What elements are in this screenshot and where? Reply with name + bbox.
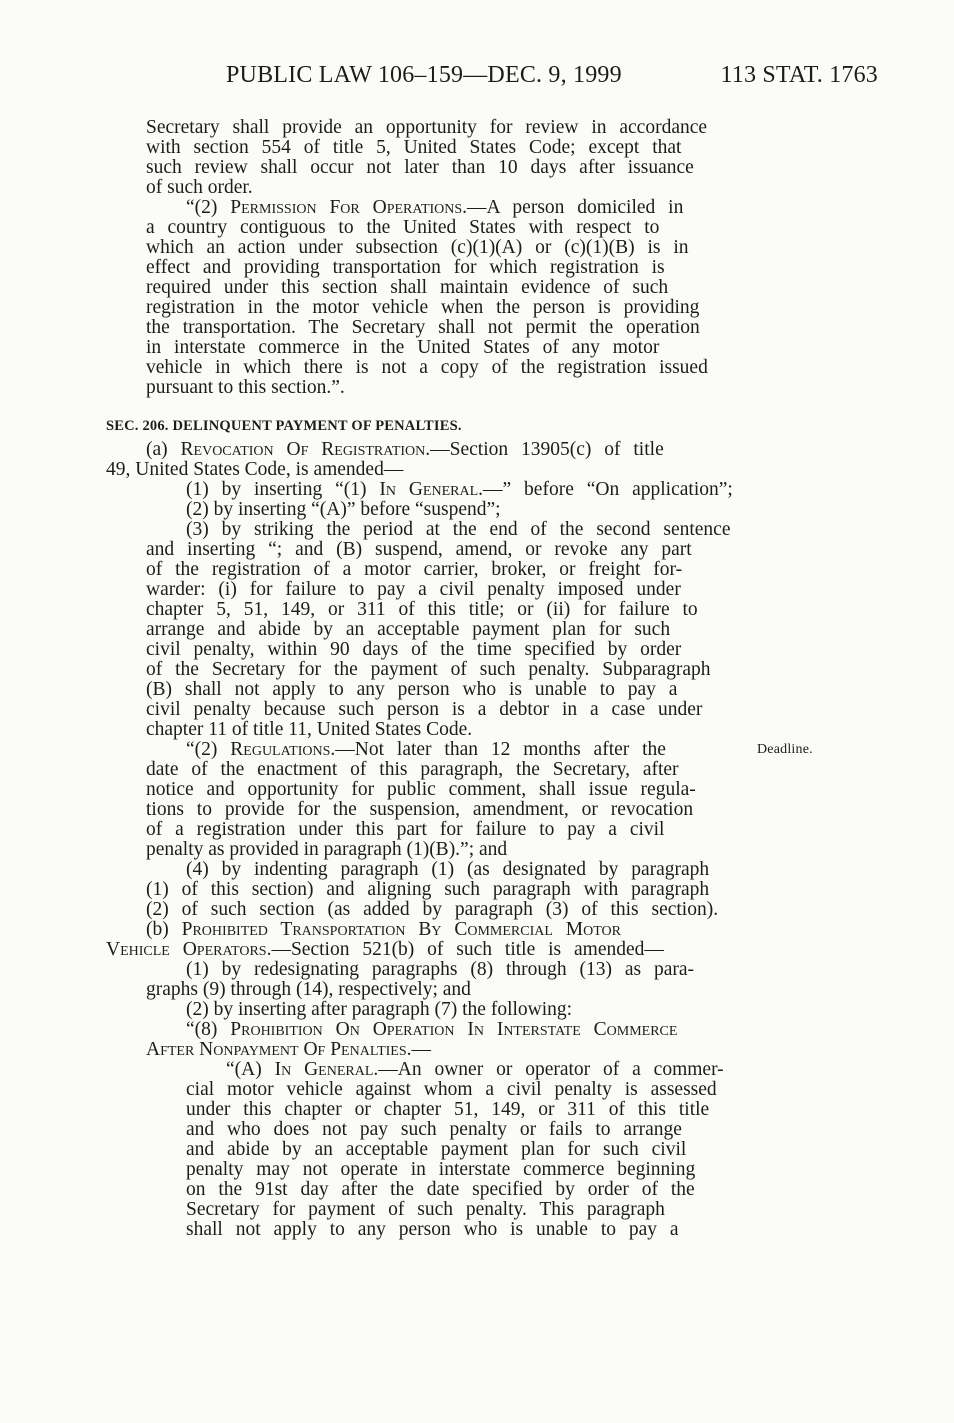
text-line: tions to provide for the suspension, amendment, or revocation [146,799,694,820]
text-line: required under this section shall maintain evidence of such [146,277,669,298]
text-line: Secretary shall provide an opportunity for review in accordance [146,117,708,138]
text-line: in interstate commerce in the United States of any motor [146,337,660,358]
text-line: (3) by striking the period at the end of the second sentence [186,519,731,540]
text-line: pursuant to this section.”. [146,377,345,398]
text-line: (2) of such section (as added by paragraph (3) of this section). [146,899,719,920]
text-line: civil penalty, within 90 days of the time specified by order [146,639,682,660]
text-line: and who does not pay such penalty or fails to arrange [186,1119,682,1140]
text-line: (B) shall not apply to any person who is unable to pay a [146,679,678,700]
text-line: Vehicle Operators.—Section 521(b) of such title is amended— [106,939,664,960]
text-line: arrange and abide by an acceptable payment plan for such [146,619,671,640]
text-line: “(8) Prohibition On Operation In Interstate Commerce [186,1019,678,1040]
running-header-title: PUBLIC LAW 106–159—DEC. 9, 1999 [226,62,622,88]
text-line: warder: (i) for failure to pay a civil penalty imposed under [146,579,681,600]
text-line: on the 91st day after the date specified by order of the [186,1179,695,1200]
text-line: (1) by redesignating paragraphs (8) through (13) as para- [186,959,695,980]
text-line: such review shall occur not later than 10 days after issuance [146,157,694,178]
text-line: and abide by an acceptable payment plan for such civil [186,1139,687,1160]
text-line: “(2) Permission For Operations.—A person domiciled in [186,197,684,218]
text-line: of such order. [146,177,253,198]
text-line: of a registration under this part for failure to pay a civil [146,819,665,840]
text-line: (a) Revocation Of Registration.—Section 13905(c) of title [146,439,664,460]
text-line: Secretary for payment of such penalty. This paragraph [186,1199,665,1220]
text-line: date of the enactment of this paragraph, the Secretary, after [146,759,679,780]
text-line: the transportation. The Secretary shall not permit the operation [146,317,700,338]
text-line: effect and providing transportation for which registration is [146,257,665,278]
text-line: with section 554 of title 5, United States Code; except that [146,137,682,158]
text-line: chapter 5, 51, 149, or 311 of this title; or (ii) for failure to [146,599,698,620]
text-line: vehicle in which there is not a copy of the registration issued [146,357,708,378]
text-line: “(A) In General.—An owner or operator of a commer- [226,1059,724,1080]
section-heading: SEC. 206. DELINQUENT PAYMENT OF PENALTIES. [106,418,462,434]
text-line: shall not apply to any person who is unable to pay a [186,1219,679,1240]
text-line: registration in the motor vehicle when the person is providing [146,297,700,318]
text-line: (1) of this section) and aligning such paragraph with paragraph [146,879,710,900]
text-line: (4) by indenting paragraph (1) (as designated by paragraph [186,859,710,880]
text-line: notice and opportunity for public comment, shall issue regula- [146,779,696,800]
page-number: 113 STAT. 1763 [720,62,878,88]
text-line: under this chapter or chapter 51, 149, or 311 of this title [186,1099,710,1120]
text-line: penalty may not operate in interstate commerce beginning [186,1159,696,1180]
text-line: of the registration of a motor carrier, broker, or freight for- [146,559,683,580]
text-line: chapter 11 of title 11, United States Code. [146,719,473,740]
margin-note-deadline: Deadline. [757,742,813,757]
text-line: a country contiguous to the United States with respect to [146,217,660,238]
text-line: 49, United States Code, is amended— [106,459,404,480]
text-line: (b) Prohibited Transportation By Commercial Motor [146,919,622,940]
text-line: (2) by inserting after paragraph (7) the following: [186,999,573,1020]
text-line: which an action under subsection (c)(1)(A) or (c)(1)(B) is in [146,237,689,258]
text-line: After Nonpayment Of Penalties.— [146,1039,432,1060]
text-line: penalty as provided in paragraph (1)(B).”; and [146,839,508,860]
text-line: “(2) Regulations.—Not later than 12 months after the [186,739,666,760]
text-line: civil penalty because such person is a debtor in a case under [146,699,703,720]
text-line: of the Secretary for the payment of such penalty. Subparagraph [146,659,711,680]
text-line: and inserting “; and (B) suspend, amend, or revoke any part [146,539,692,560]
text-line: (1) by inserting “(1) In General.—” before “On application”; [186,479,733,500]
text-line: cial motor vehicle against whom a civil penalty is assessed [186,1079,717,1100]
text-line: (2) by inserting “(A)” before “suspend”; [186,499,501,520]
text-line: graphs (9) through (14), respectively; and [146,979,471,1000]
